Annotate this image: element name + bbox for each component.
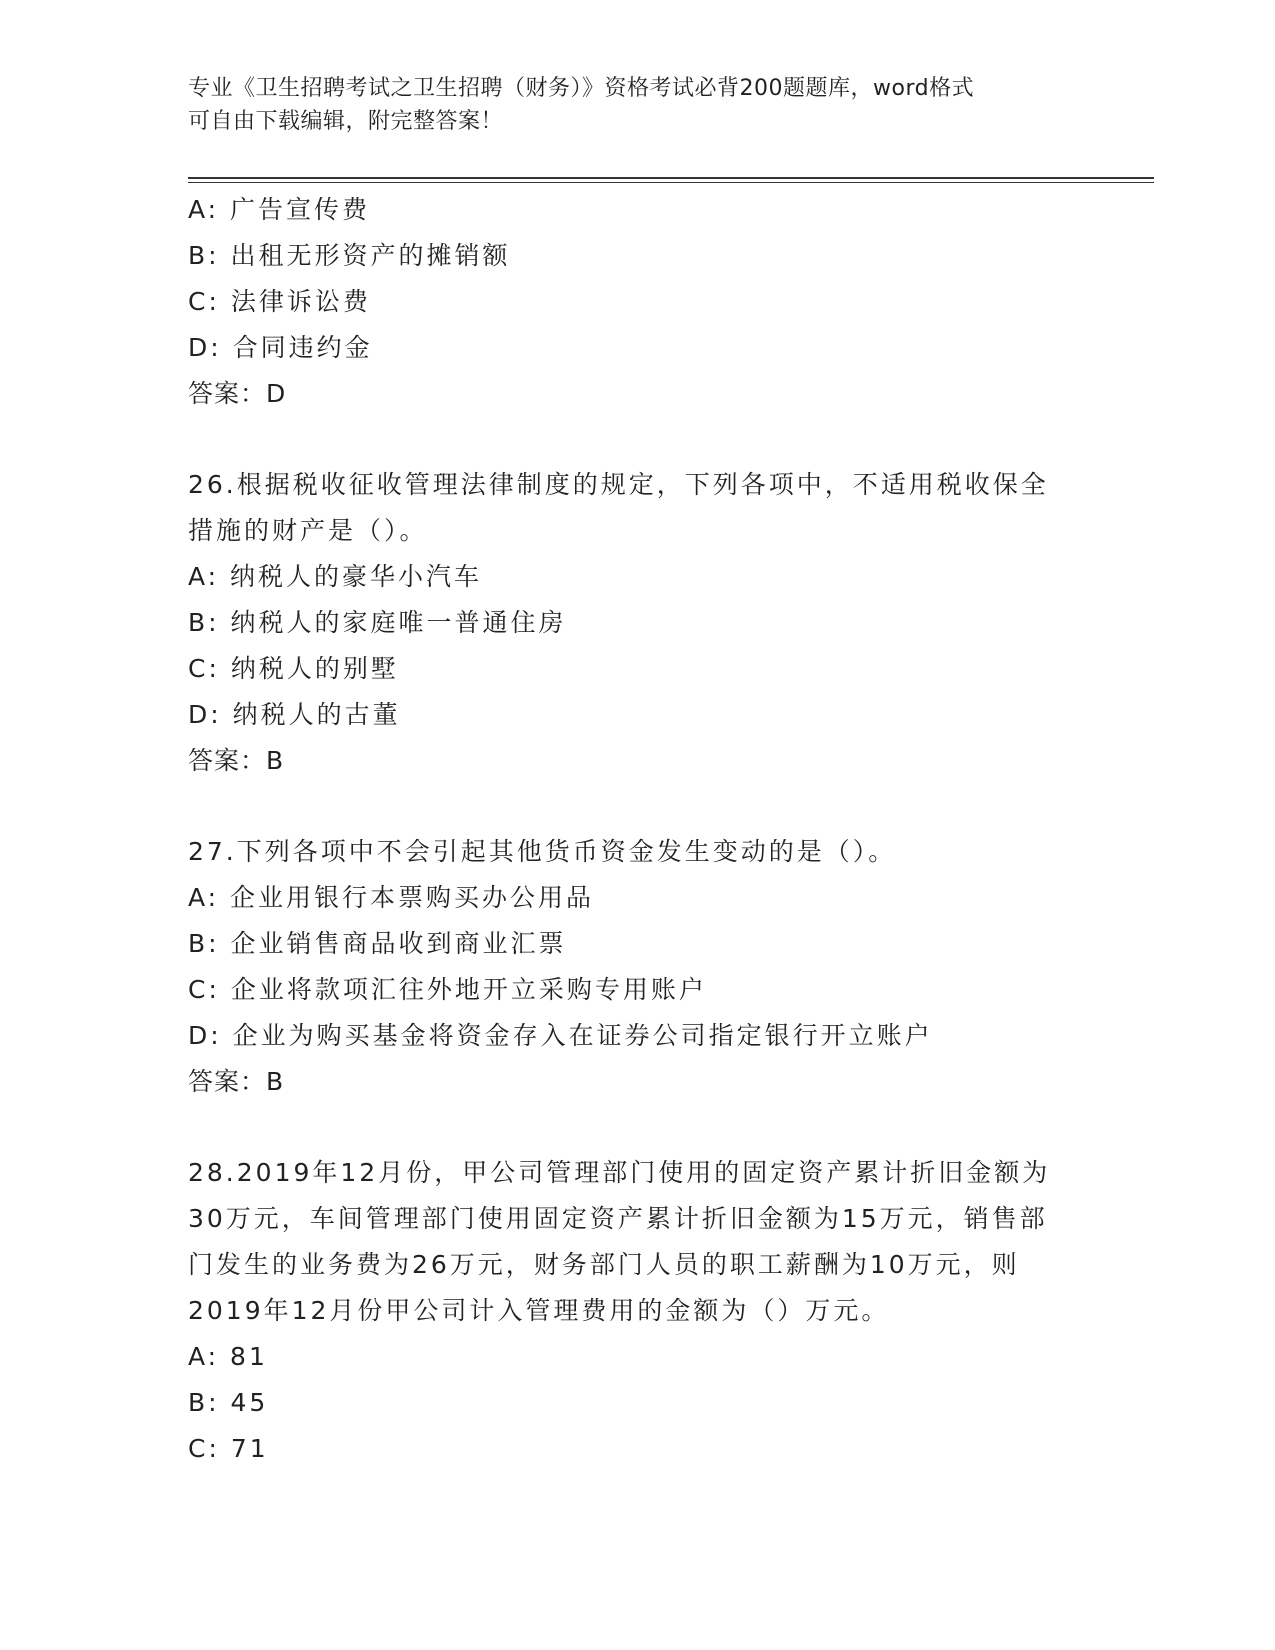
- spacer: [188, 417, 1088, 462]
- question-26-text-line-1: 26.根据税收征收管理法律制度的规定，下列各项中，不适用税收保全: [188, 470, 1049, 499]
- header-divider-thin: [188, 182, 1154, 183]
- document-body: [188, 187, 1088, 1472]
- question-27-option-b: B: 企业销售商品收到商业汇票: [188, 929, 567, 958]
- question-28-text-line-3: 门发生的业务费为26万元，财务部门人员的职工薪酬为10万元，则: [188, 1250, 1020, 1279]
- question-27-answer: 答案：B: [188, 1067, 285, 1096]
- spacer: [188, 784, 1088, 829]
- question-26-answer: 答案：B: [188, 746, 285, 775]
- question-25-option-d: D: 合同违约金: [188, 333, 373, 362]
- question-26-option-a: A: 纳税人的豪华小汽车: [188, 562, 483, 591]
- question-26-option-d: D: 纳税人的古董: [188, 700, 401, 729]
- question-28-option-b: B: 45: [188, 1388, 269, 1417]
- question-28-text-line-2: 30万元，车间管理部门使用固定资产累计折旧金额为15万元，销售部: [188, 1204, 1048, 1233]
- question-28-option-a: A: 81: [188, 1342, 268, 1371]
- document-header: [188, 72, 1088, 138]
- question-25-option-b: B: 出租无形资产的摊销额: [188, 241, 511, 270]
- question-26-option-b: B: 纳税人的家庭唯一普通住房: [188, 608, 567, 637]
- question-25-answer: 答案：D: [188, 379, 287, 408]
- question-25-option-c: C: 法律诉讼费: [188, 287, 371, 316]
- header-divider-thick: [188, 177, 1154, 179]
- question-26: [188, 462, 1088, 784]
- question-28: [188, 1150, 1088, 1472]
- question-27-text-line-1: 27.下列各项中不会引起其他货币资金发生变动的是（）。: [188, 837, 897, 866]
- question-27: [188, 829, 1088, 1105]
- question-25-option-a: A: 广告宣传费: [188, 195, 371, 224]
- header-title-line-1: 专业《卫生招聘考试之卫生招聘（财务）》资格考试必背200题题库，word格式: [188, 76, 975, 101]
- question-27-option-d: D: 企业为购买基金将资金存入在证券公司指定银行开立账户: [188, 1021, 933, 1050]
- spacer: [188, 1105, 1088, 1150]
- question-27-option-a: A: 企业用银行本票购买办公用品: [188, 883, 595, 912]
- question-28-option-c: C: 71: [188, 1434, 269, 1463]
- header-title-line-2: 可自由下载编辑，附完整答案！: [188, 109, 504, 134]
- question-25: [188, 187, 1088, 417]
- question-28-text-line-4: 2019年12月份甲公司计入管理费用的金额为（）万元。: [188, 1296, 890, 1325]
- question-26-option-c: C: 纳税人的别墅: [188, 654, 399, 683]
- question-28-text-line-1: 28.2019年12月份，甲公司管理部门使用的固定资产累计折旧金额为: [188, 1158, 1051, 1187]
- question-26-text-line-2: 措施的财产是（）。: [188, 516, 428, 545]
- question-27-option-c: C: 企业将款项汇往外地开立采购专用账户: [188, 975, 707, 1004]
